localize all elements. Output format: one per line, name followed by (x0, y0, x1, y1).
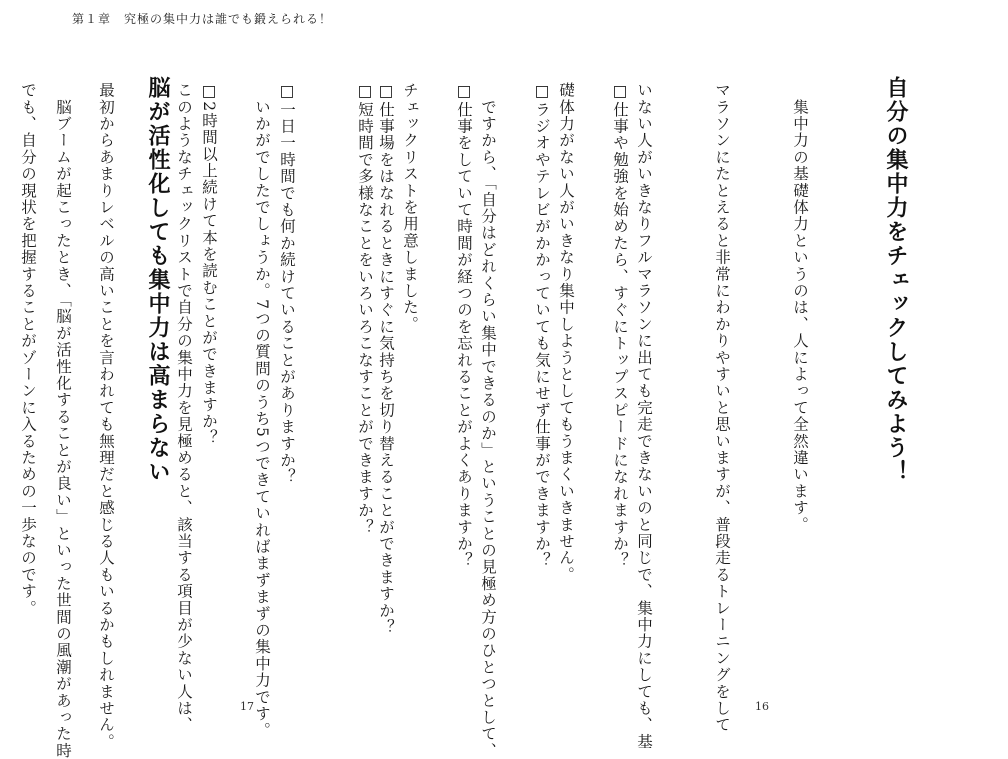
checklist-item: □一日一時間でも何か続けていることがありますか？ (278, 82, 296, 486)
checklist-item: □仕事をしていて時間が経つのを忘れることがよくありますか？ (455, 82, 473, 569)
section-heading-check-concentration: 自分の集中力をチェックしてみよう！ (883, 76, 908, 484)
text-line: 集中力の基礎体力というのは、人によって全然違います。 (791, 82, 809, 533)
text-line: 脳ブームが起こったとき、「脳が活性化することが良い」といった世間の風潮があった時 (54, 82, 72, 759)
checklist-item: □2時間以上続けて本を読むことができますか？ (200, 82, 218, 447)
text-line: このようなチェックリストで自分の集中力を見極めると、該当する項目が少ない人は、 (175, 82, 193, 734)
page-number-right: 16 (755, 700, 769, 713)
body-paragraph (54, 82, 128, 759)
text-line: でも、自分の現状を把握することがゾーンに入るための一歩なのです。 (19, 82, 37, 617)
page-number-left: 17 (240, 700, 254, 713)
text-line: いかがでしたでしょうか。7つの質問のうち5つできていればまずまずの集中力です。 (253, 82, 271, 739)
section-heading-brain-activation: 脳が活性化しても集中力は高まらない (145, 76, 170, 484)
text-line: チェックリストを用意しました。 (401, 82, 419, 333)
checklist-item: □仕事場をはなれるときにすぐに気持ちを切り替えることができますか？ (377, 82, 395, 636)
checklist-item: □ラジオやテレビがかかっていても気にせず仕事ができますか？ (533, 82, 551, 569)
running-header: 第１章 究極の集中力は誰でも鍛えられる！ (72, 12, 333, 26)
text-line: マラソンにたとえると非常にわかりやすいと思いますが、普段走るトレーニングをして (713, 82, 731, 734)
text-line: いない人がいきなりフルマラソンに出ても完走できないのと同じで、集中力にしても、基 (635, 82, 653, 750)
text-line: 最初からあまりレベルの高いことを言われても無理だと感じる人もいるかもしれません。 (97, 82, 115, 750)
text-line: 礎体力がない人がいきなり集中しようとしてもうまくいきません。 (557, 82, 575, 583)
text-line: ですから、「自分はどれくらい集中できるのか」ということの見極め方のひとつとして、 (479, 82, 497, 759)
checklist-item: □短時間で多様なことをいろいろこなすことができますか？ (356, 82, 374, 536)
checklist-item: □仕事や勉強を始めたら、すぐにトップスピードになれますか？ (611, 82, 629, 569)
